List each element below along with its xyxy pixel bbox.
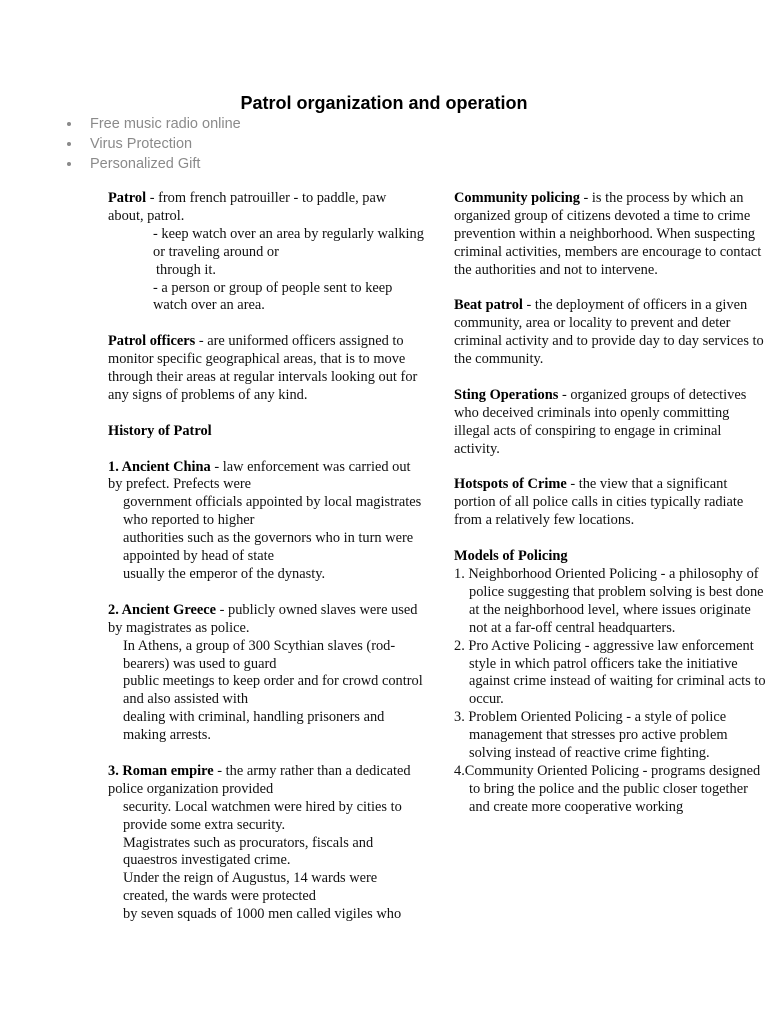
community-definition <box>454 190 766 280</box>
ad-links-list <box>64 114 241 174</box>
paragraph-line: by seven squads of 1000 men called vigiles who <box>123 906 402 923</box>
bullet-icon <box>67 162 71 166</box>
model-line: management that stresses pro active problem <box>469 727 728 744</box>
model-line: and create more cooperative working <box>469 798 684 815</box>
term: Community policing <box>454 190 580 206</box>
model-item: 2. Pro Active Policing - aggressive law enforcement <box>454 637 754 654</box>
ad-link[interactable]: Virus Protection <box>90 136 193 152</box>
model-item: 1. Neighborhood Oriented Policing - a philosophy of <box>454 565 759 582</box>
definition: - from french patrouiller - to paddle, paw about, patrol. <box>108 190 387 224</box>
ad-link[interactable]: Free music radio online <box>90 116 241 132</box>
definition: - the army rather than a dedicated police organization provided <box>108 762 411 797</box>
paragraph-line: government officials appointed by local magistrates who reported to higher <box>123 494 422 529</box>
paragraph-line: Magistrates such as procurators, fiscals and quaestros investigated crime. <box>123 834 374 869</box>
rome-paragraph <box>108 763 424 799</box>
term: 2. Ancient Greece <box>108 601 217 618</box>
right-column <box>454 190 766 817</box>
model-item: 3. Problem Oriented Policing - a style of police <box>454 709 727 726</box>
definition: - organized groups of detectives who deceived criminals into openly committing illegal acts of conspiring to engage in criminal activity. <box>454 386 747 457</box>
model-line: style in which patrol officers take the initiative <box>469 655 738 672</box>
model-line: to bring the police and the public closer together <box>469 780 748 797</box>
bullet-icon <box>67 122 71 126</box>
officers-definition <box>108 333 424 405</box>
model-line: police suggesting that problem solving is best done <box>469 583 764 600</box>
page-title: Patrol organization and operation <box>240 93 528 113</box>
history-heading: History of Patrol <box>108 422 212 439</box>
models-heading: Models of Policing <box>454 548 568 565</box>
term: Patrol officers <box>108 333 196 350</box>
definition-line: - keep watch over an area by regularly walking or traveling around or <box>153 225 424 260</box>
paragraph-line: usually the emperor of the dynasty. <box>123 565 326 582</box>
model-line: not at a far-off central headquarters. <box>469 619 676 636</box>
ad-link-item[interactable] <box>64 154 241 174</box>
term: Hotspots of Crime <box>454 476 567 493</box>
paragraph-line: public meetings to keep order and for crowd control and also assisted with <box>123 673 423 708</box>
model-line: occur. <box>469 691 504 708</box>
ad-link[interactable]: Personalized Gift <box>90 156 201 172</box>
definition: - the deployment of officers in a given community, area or locality to prevent and deter criminal activity and to provide day to day services to the community. <box>454 297 764 368</box>
definition: - the view that a significant portion of all police calls in cities typically radiate from a relatively few locations. <box>454 476 744 529</box>
definition: - publicly owned slaves were used by magistrates as police. <box>108 601 418 636</box>
paragraph-line: In Athens, a group of 300 Scythian slaves (rod-bearers) was used to guard <box>123 637 396 672</box>
hotspots-definition <box>454 476 766 530</box>
term: Sting Operations <box>454 386 559 403</box>
paragraph-line: authorities such as the governors who in turn were appointed by head of state <box>123 530 414 565</box>
term: Beat patrol <box>454 297 523 314</box>
model-line: solving instead of reactive crime fighting. <box>469 745 710 762</box>
paragraph-line: Under the reign of Augustus, 14 wards were created, the wards were protected <box>123 870 378 905</box>
term: 1. Ancient China <box>108 458 211 475</box>
ad-link-item[interactable] <box>64 114 241 134</box>
bullet-icon <box>67 142 71 146</box>
definition: - is the process by which an organized group of citizens devoted a time to crime prevention within a neighborhood. When suspecting criminal activities, members are encourage to contact the authorities and not to intervene. <box>454 190 762 278</box>
beat-definition <box>454 297 766 369</box>
greece-paragraph <box>108 602 424 638</box>
sting-definition <box>454 387 766 459</box>
model-line: against crime instead of waiting for criminal acts to <box>469 673 766 690</box>
model-line: at the neighborhood level, where issues originate <box>469 601 751 618</box>
definition-line: through it. <box>156 261 216 278</box>
model-item: 4.Community Oriented Policing - programs designed <box>454 762 761 779</box>
paragraph-line: dealing with criminal, handling prisoners and making arrests. <box>123 709 385 744</box>
left-column <box>108 190 424 924</box>
ad-link-item[interactable] <box>64 134 241 154</box>
paragraph-line: security. Local watchmen were hired by cities to provide some extra security. <box>123 798 402 833</box>
definition: - law enforcement was carried out by prefect. Prefects were <box>108 458 411 493</box>
patrol-definition <box>108 190 424 226</box>
china-paragraph <box>108 459 424 495</box>
definition-line: - a person or group of people sent to keep watch over an area. <box>153 279 393 314</box>
term: 3. Roman empire <box>108 762 214 779</box>
definition: - are uniformed officers assigned to monitor specific geographical areas, that is to move through their areas at regular intervals looking out for any signs of problems of any kind. <box>108 333 418 403</box>
term: Patrol <box>108 190 147 206</box>
